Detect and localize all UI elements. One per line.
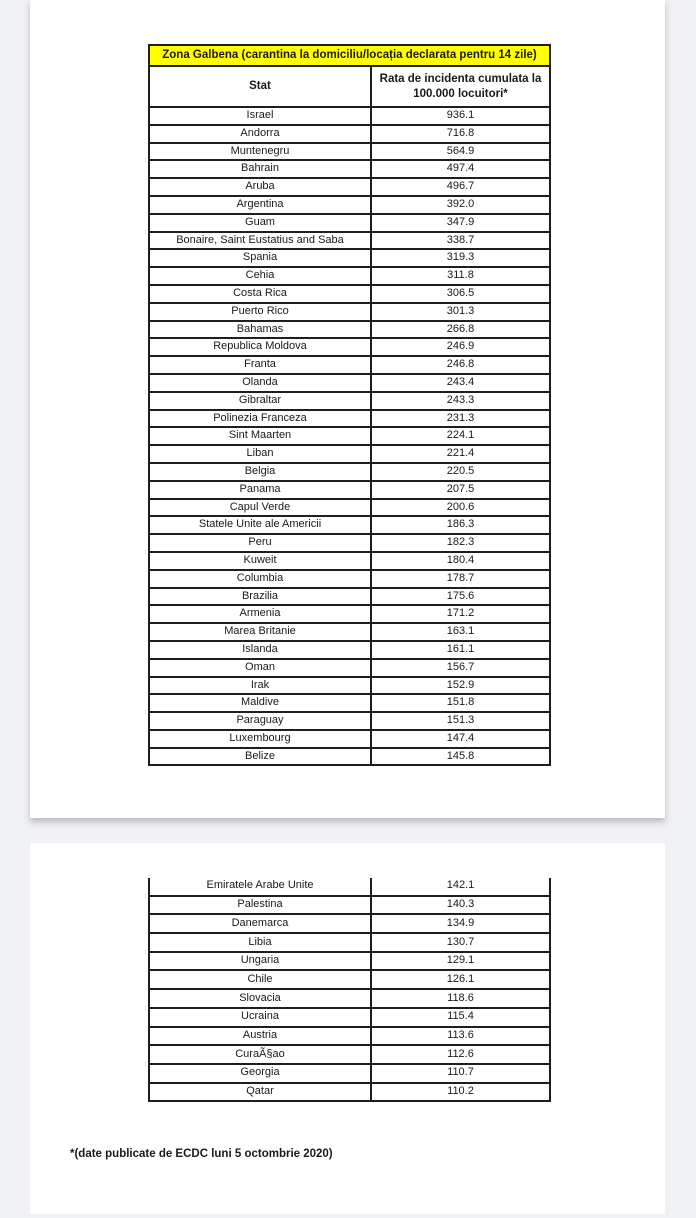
country-cell: Costa Rica	[149, 285, 371, 303]
rate-cell: 716.8	[371, 125, 550, 143]
rate-cell: 497.4	[371, 160, 550, 178]
table-row	[149, 659, 550, 677]
country-cell: Maldive	[149, 694, 371, 712]
table-row	[149, 933, 550, 952]
table-row	[149, 952, 550, 971]
table-row	[149, 285, 550, 303]
column-header-stat: Stat	[149, 66, 371, 107]
country-cell: CuraÃ§ao	[149, 1045, 371, 1064]
table-row	[149, 641, 550, 659]
rate-cell: 182.3	[371, 534, 550, 552]
rate-cell: 224.1	[371, 427, 550, 445]
rate-cell: 207.5	[371, 481, 550, 499]
rate-cell: 140.3	[371, 896, 550, 915]
table-row	[149, 712, 550, 730]
country-cell: Palestina	[149, 896, 371, 915]
table-row	[149, 748, 550, 766]
footnote: *(date publicate de ECDC luni 5 octombrie 2020)	[70, 1148, 333, 1160]
table-row	[149, 107, 550, 125]
table-row	[149, 338, 550, 356]
table-row	[149, 499, 550, 517]
country-cell: Andorra	[149, 125, 371, 143]
table-row	[149, 1027, 550, 1046]
rate-cell: 126.1	[371, 970, 550, 989]
column-header-rate-line2: 100.000 locuitori*	[413, 87, 508, 100]
rate-cell: 301.3	[371, 303, 550, 321]
rate-cell: 175.6	[371, 588, 550, 606]
country-cell: Olanda	[149, 374, 371, 392]
country-cell: Muntenegru	[149, 143, 371, 161]
table-row	[149, 267, 550, 285]
yellow-zone-table-page2-continuation	[148, 878, 551, 1102]
table-row	[149, 552, 550, 570]
table-row	[149, 196, 550, 214]
yellow-zone-table-page1	[148, 44, 551, 766]
rate-cell: 151.8	[371, 694, 550, 712]
country-cell: Republica Moldova	[149, 338, 371, 356]
table-row	[149, 125, 550, 143]
country-cell: Capul Verde	[149, 499, 371, 517]
table-row	[149, 427, 550, 445]
rate-cell: 113.6	[371, 1027, 550, 1046]
country-cell: Israel	[149, 107, 371, 125]
table-row	[149, 249, 550, 267]
country-cell: Chile	[149, 970, 371, 989]
country-cell: Franta	[149, 356, 371, 374]
table-row	[149, 694, 550, 712]
table-row	[149, 214, 550, 232]
rate-cell: 200.6	[371, 499, 550, 517]
table-row	[149, 356, 550, 374]
table-row	[149, 1083, 550, 1102]
country-cell: Belize	[149, 748, 371, 766]
rate-cell: 311.8	[371, 267, 550, 285]
table-row	[149, 605, 550, 623]
table-row	[149, 160, 550, 178]
rate-cell: 129.1	[371, 952, 550, 971]
table-row	[149, 1064, 550, 1083]
rate-cell: 392.0	[371, 196, 550, 214]
rate-cell: 130.7	[371, 933, 550, 952]
table-row	[149, 878, 550, 896]
column-header-rate	[371, 66, 550, 107]
rate-cell: 171.2	[371, 605, 550, 623]
table-row	[149, 481, 550, 499]
table-row	[149, 1008, 550, 1027]
rate-cell: 145.8	[371, 748, 550, 766]
country-cell: Emiratele Arabe Unite	[149, 878, 371, 896]
rate-cell: 243.3	[371, 392, 550, 410]
rate-cell: 246.9	[371, 338, 550, 356]
column-header-rate-line1: Rata de incidenta cumulata la	[379, 73, 542, 86]
country-cell: Gibraltar	[149, 392, 371, 410]
rate-cell: 231.3	[371, 410, 550, 428]
rate-cell: 147.4	[371, 730, 550, 748]
table-row	[149, 896, 550, 915]
table-row	[149, 516, 550, 534]
country-cell: Libia	[149, 933, 371, 952]
rate-cell: 178.7	[371, 570, 550, 588]
table-row	[149, 321, 550, 339]
rate-cell: 118.6	[371, 989, 550, 1008]
table-row	[149, 232, 550, 250]
document-page-1	[30, 0, 665, 818]
rate-cell: 936.1	[371, 107, 550, 125]
country-cell: Panama	[149, 481, 371, 499]
rate-cell: 306.5	[371, 285, 550, 303]
country-cell: Aruba	[149, 178, 371, 196]
table-row	[149, 588, 550, 606]
rate-cell: 115.4	[371, 1008, 550, 1027]
rate-cell: 152.9	[371, 677, 550, 695]
rate-cell: 110.7	[371, 1064, 550, 1083]
table-row	[149, 178, 550, 196]
rate-cell: 221.4	[371, 445, 550, 463]
country-cell: Slovacia	[149, 989, 371, 1008]
table-row	[149, 445, 550, 463]
rate-cell: 110.2	[371, 1083, 550, 1102]
country-cell: Puerto Rico	[149, 303, 371, 321]
table-row	[149, 730, 550, 748]
country-cell: Brazilia	[149, 588, 371, 606]
country-cell: Islanda	[149, 641, 371, 659]
rate-cell: 266.8	[371, 321, 550, 339]
column-header-row	[149, 66, 550, 107]
country-cell: Luxembourg	[149, 730, 371, 748]
country-cell: Armenia	[149, 605, 371, 623]
country-cell: Bonaire, Saint Eustatius and Saba	[149, 232, 371, 250]
table-row	[149, 374, 550, 392]
table-title-row	[149, 45, 550, 66]
table-row	[149, 143, 550, 161]
country-cell: Statele Unite ale Americii	[149, 516, 371, 534]
rate-cell: 319.3	[371, 249, 550, 267]
country-cell: Belgia	[149, 463, 371, 481]
country-cell: Liban	[149, 445, 371, 463]
rate-cell: 156.7	[371, 659, 550, 677]
rate-cell: 243.4	[371, 374, 550, 392]
country-cell: Irak	[149, 677, 371, 695]
rate-cell: 112.6	[371, 1045, 550, 1064]
table-row	[149, 989, 550, 1008]
country-cell: Spania	[149, 249, 371, 267]
country-cell: Marea Britanie	[149, 623, 371, 641]
table-row	[149, 410, 550, 428]
country-cell: Bahamas	[149, 321, 371, 339]
table-body-page1	[149, 107, 550, 765]
rate-cell: 496.7	[371, 178, 550, 196]
rate-cell: 246.8	[371, 356, 550, 374]
country-cell: Columbia	[149, 570, 371, 588]
table-row	[149, 570, 550, 588]
table-row	[149, 914, 550, 933]
document-page-2	[30, 843, 665, 1214]
country-cell: Polinezia Franceza	[149, 410, 371, 428]
country-cell: Argentina	[149, 196, 371, 214]
country-cell: Austria	[149, 1027, 371, 1046]
table-body-page2	[149, 878, 550, 1101]
country-cell: Ungaria	[149, 952, 371, 971]
rate-cell: 220.5	[371, 463, 550, 481]
rate-cell: 338.7	[371, 232, 550, 250]
rate-cell: 134.9	[371, 914, 550, 933]
country-cell: Cehia	[149, 267, 371, 285]
country-cell: Qatar	[149, 1083, 371, 1102]
rate-cell: 161.1	[371, 641, 550, 659]
table-row	[149, 303, 550, 321]
rate-cell: 564.9	[371, 143, 550, 161]
table-row	[149, 534, 550, 552]
table-row	[149, 463, 550, 481]
country-cell: Bahrain	[149, 160, 371, 178]
rate-cell: 347.9	[371, 214, 550, 232]
country-cell: Ucraina	[149, 1008, 371, 1027]
country-cell: Sint Maarten	[149, 427, 371, 445]
rate-cell: 180.4	[371, 552, 550, 570]
country-cell: Peru	[149, 534, 371, 552]
table-title: Zona Galbena (carantina la domiciliu/locația declarata pentru 14 zile)	[149, 45, 550, 66]
rate-cell: 151.3	[371, 712, 550, 730]
table-row	[149, 392, 550, 410]
rate-cell: 142.1	[371, 878, 550, 896]
country-cell: Guam	[149, 214, 371, 232]
table-row	[149, 970, 550, 989]
rate-cell: 163.1	[371, 623, 550, 641]
country-cell: Oman	[149, 659, 371, 677]
rate-cell: 186.3	[371, 516, 550, 534]
country-cell: Danemarca	[149, 914, 371, 933]
table-row	[149, 677, 550, 695]
table-row	[149, 623, 550, 641]
country-cell: Kuweit	[149, 552, 371, 570]
table-row	[149, 1045, 550, 1064]
country-cell: Paraguay	[149, 712, 371, 730]
country-cell: Georgia	[149, 1064, 371, 1083]
